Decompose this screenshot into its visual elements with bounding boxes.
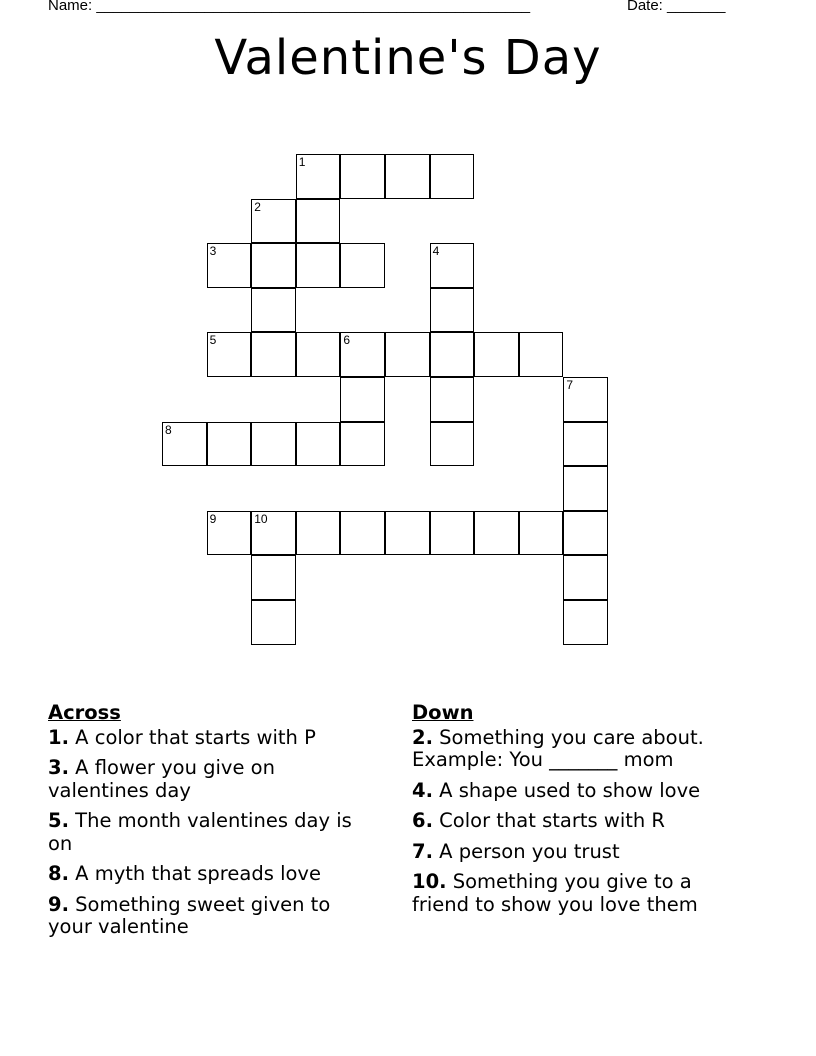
crossword-cell[interactable] [385, 332, 430, 377]
crossword-cell[interactable] [296, 154, 341, 199]
clue-number: 6 [343, 333, 351, 348]
crossword-cell[interactable] [162, 422, 207, 467]
crossword-cell[interactable] [251, 600, 296, 645]
crossword-cell[interactable] [251, 332, 296, 377]
across-clue-5: 5. The month valentines day is on [48, 809, 352, 855]
page-title: Valentine's Day [214, 30, 602, 86]
crossword-cell[interactable] [563, 511, 608, 556]
crossword-cell[interactable] [519, 511, 564, 556]
crossword-cell[interactable] [474, 332, 519, 377]
clue-number: 4 [432, 244, 440, 259]
crossword-cell[interactable] [296, 422, 341, 467]
crossword-cell[interactable] [563, 422, 608, 467]
crossword-cell[interactable] [207, 332, 252, 377]
crossword-cell[interactable] [385, 511, 430, 556]
down-clue-6: 6. Color that starts with R [412, 809, 665, 832]
crossword-cell[interactable] [251, 422, 296, 467]
crossword-cell[interactable] [296, 511, 341, 556]
crossword-cell[interactable] [385, 154, 430, 199]
down-clues [412, 702, 752, 924]
crossword-cell[interactable] [340, 511, 385, 556]
crossword-cell[interactable] [251, 555, 296, 600]
clue-number: 9 [209, 511, 217, 526]
clue-number: 8 [165, 422, 172, 437]
down-clue-7: 7. A person you trust [412, 839, 620, 863]
across-clue-8: 8. A myth that spreads love [48, 862, 321, 885]
across-clue-9: 9. Something sweet given to your valentine [48, 892, 331, 938]
crossword-cell[interactable] [430, 154, 475, 199]
clue-number: 3 [209, 244, 217, 259]
down-clue-10: 10. Something you give to a friend to show you love them [412, 870, 698, 916]
crossword-cell[interactable] [207, 243, 252, 288]
down-clue-4: 4. A shape used to show love [412, 778, 701, 802]
clue-number: 5 [209, 333, 217, 348]
crossword-cell[interactable] [251, 511, 296, 556]
crossword-cell[interactable] [563, 555, 608, 600]
crossword-cell[interactable] [340, 154, 385, 199]
crossword-cell[interactable] [430, 511, 475, 556]
crossword-cell[interactable] [251, 243, 296, 288]
crossword-cell[interactable] [296, 332, 341, 377]
date-field-label: Date: _______ [627, 0, 726, 14]
crossword-cell[interactable] [207, 422, 252, 467]
crossword-cell[interactable] [430, 288, 475, 333]
crossword-cell[interactable] [430, 422, 475, 467]
crossword-cell[interactable] [430, 243, 475, 288]
crossword-cell[interactable] [430, 332, 475, 377]
clue-number: 1 [298, 155, 306, 169]
crossword-cell[interactable] [340, 243, 385, 288]
crossword-cell[interactable] [251, 288, 296, 333]
crossword-cell[interactable] [519, 332, 564, 377]
name-field-label: Name: ____________________________________________________ [48, 0, 531, 14]
crossword-cell[interactable] [430, 377, 475, 422]
crossword-cell[interactable] [296, 243, 341, 288]
crossword-cell[interactable] [340, 422, 385, 467]
crossword-cell[interactable] [474, 511, 519, 556]
across-clue-1: 1. A color that starts with P [48, 725, 316, 749]
crossword-cell[interactable] [563, 377, 608, 422]
clue-number: 10 [254, 511, 268, 526]
across-heading: Across [48, 701, 121, 724]
clue-number: 2 [254, 199, 261, 214]
across-clue-3: 3. A flower you give on valentines day [48, 756, 275, 802]
down-heading: Down [412, 701, 474, 724]
clue-number: 7 [566, 378, 574, 392]
crossword-cell[interactable] [563, 466, 608, 511]
crossword-cell[interactable] [251, 199, 296, 244]
crossword-cell[interactable] [340, 377, 385, 422]
crossword-cell[interactable] [207, 511, 252, 556]
across-clues [48, 702, 378, 947]
crossword-cell[interactable] [340, 332, 385, 377]
down-clue-2: 2. Something you care about. Example: You _______ mom [412, 725, 704, 771]
crossword-cell[interactable] [563, 600, 608, 645]
crossword-cell[interactable] [296, 199, 341, 244]
